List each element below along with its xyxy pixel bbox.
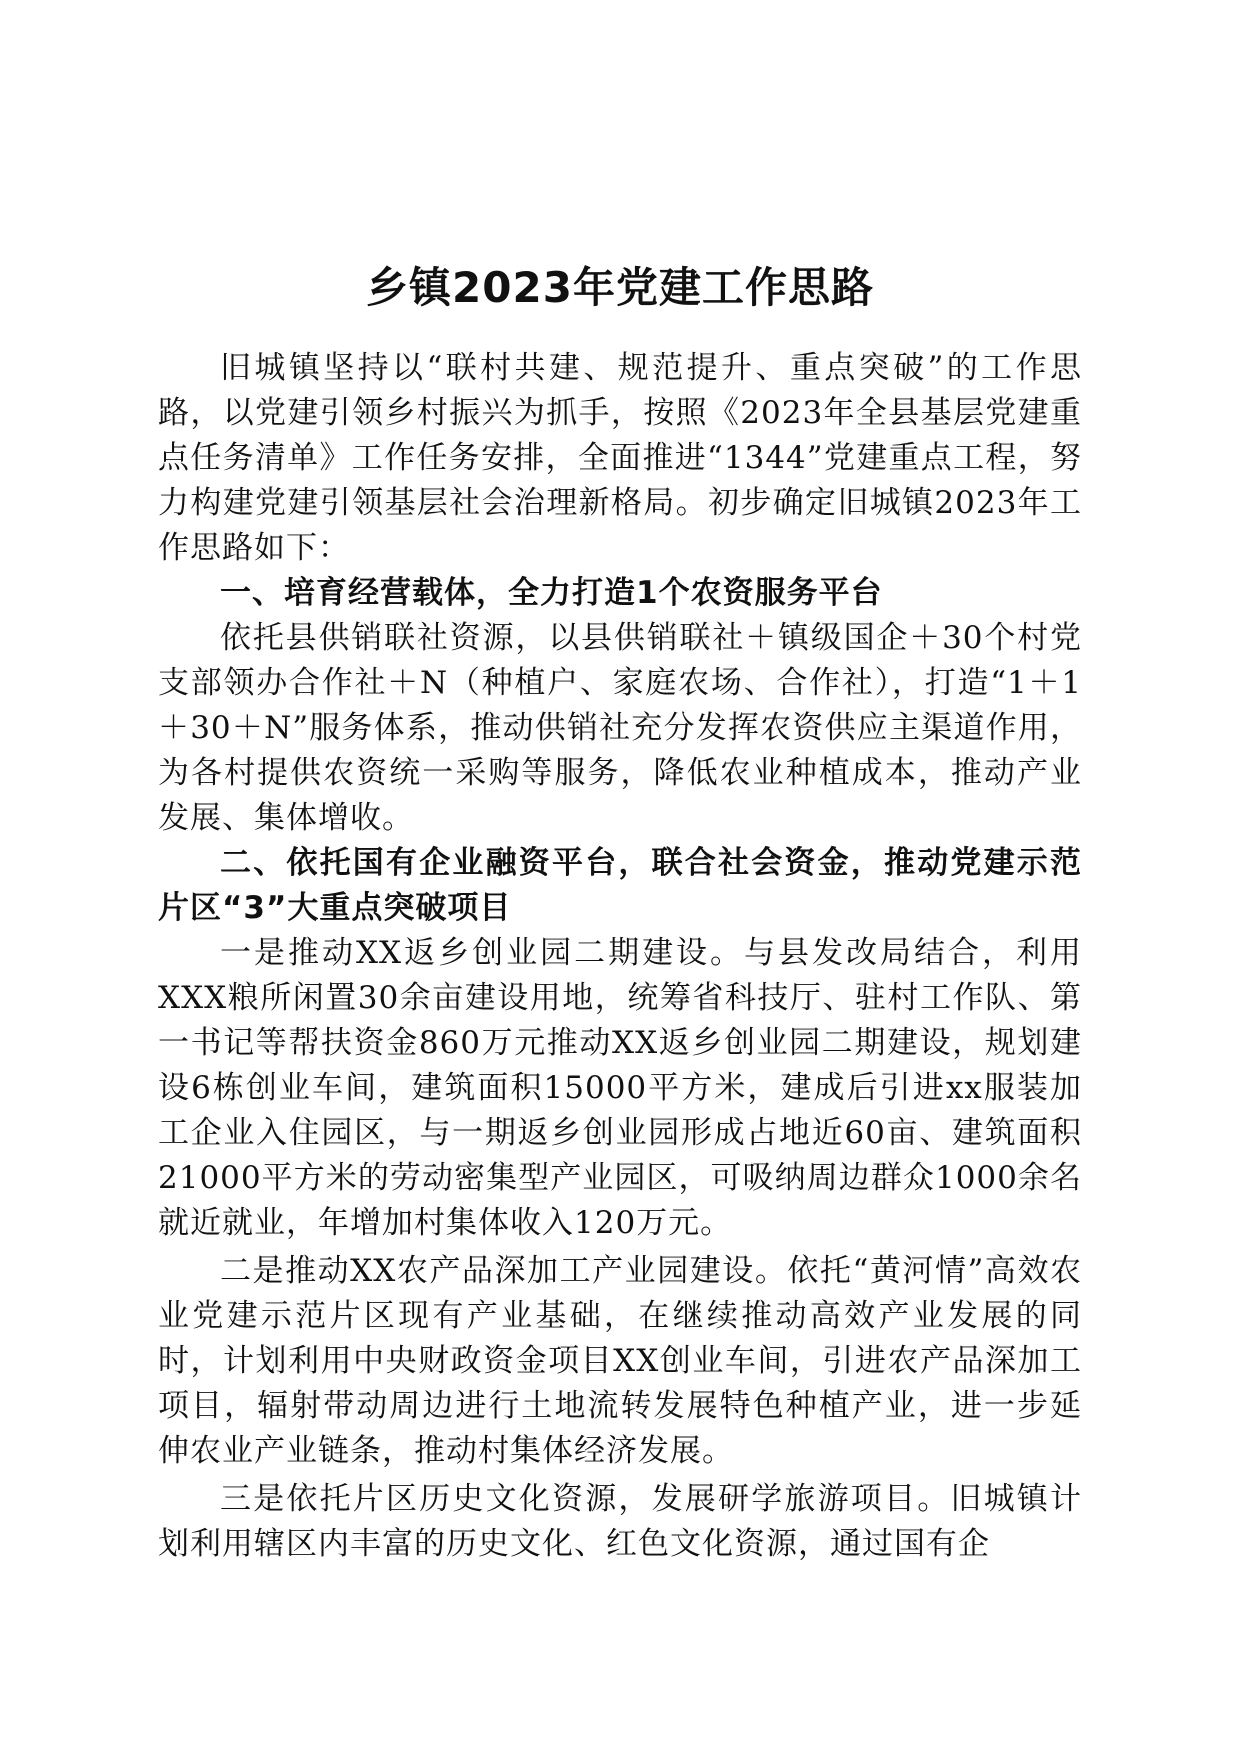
section-2-item-1: 一是推动XX返乡创业园二期建设。与县发改局结合，利用XXX粮所闲置30余亩建设用地，统筹省科技厅、驻村工作队、第一书记等帮扶资金860万元推动XX返乡创业园二期建设，规划建设6栋创业车间，建筑面积15000平方米，建成后引进xx服装加工企业入住园区，与一期返乡创业园形成占地近60亩、建筑面积21000平方米的劳动密集型产业园区，可吸纳周边群众1000余名就近就业，年增加村集体收入120万元。 — [158, 935, 1082, 1241]
document-body — [158, 258, 1082, 1567]
section-1-paragraph: 依托县供销联社资源，以县供销联社＋镇级国企＋30个村党支部领办合作社＋N（种植户、家庭农场、合作社），打造“1＋1＋30＋N”服务体系，推动供销社充分发挥农资供应主渠道作用，为各村提供农资统一采购等服务，降低农业种植成本，推动产业发展、集体增收。 — [158, 620, 1082, 836]
section-2-heading: 二、依托国有企业融资平台，联合社会资金，推动党建示范片区“3”大重点突破项目 — [158, 845, 1082, 926]
section-1-heading: 一、培育经营载体，全力打造1个农资服务平台 — [220, 575, 883, 611]
document-title: 乡镇2023年党建工作思路 — [366, 263, 874, 312]
intro-paragraph: 旧城镇坚持以“联村共建、规范提升、重点突破”的工作思路，以党建引领乡村振兴为抓手，按照《2023年全县基层党建重点任务清单》工作任务安排，全面推进“1344”党建重点工程，努力构建党建引领基层社会治理新格局。初步确定旧城镇2023年工作思路如下： — [158, 350, 1082, 566]
section-2-item-3: 三是依托片区历史文化资源，发展研学旅游项目。旧城镇计划利用辖区内丰富的历史文化、红色文化资源，通过国有企 — [158, 1481, 1082, 1562]
section-2-item-2: 二是推动XX农产品深加工产业园建设。依托“黄河情”高效农业党建示范片区现有产业基础，在继续推动高效产业发展的同时，计划利用中央财政资金项目XX创业车间，引进农产品深加工项目，辐射带动周边进行土地流转发展特色种植产业，进一步延伸农业产业链条，推动村集体经济发展。 — [158, 1253, 1082, 1469]
